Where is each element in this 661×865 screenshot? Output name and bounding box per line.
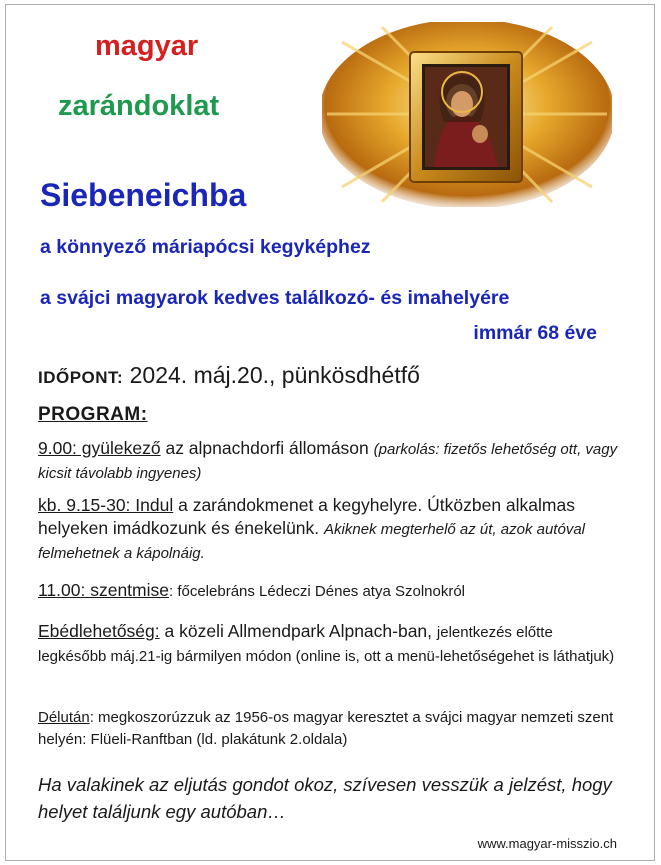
program-item-mass: [38, 579, 623, 603]
icon-shrine-photo: [322, 22, 612, 207]
title-magyar: magyar: [95, 30, 199, 62]
closing-note: Ha valakinek az eljutás gondot okoz, szívesen vesszük a jelzést, hogy helyet találjunk egy autóban…: [38, 774, 612, 822]
destination-heading: Siebeneichba: [40, 177, 247, 213]
subtitle-icon: a könnyező máriapócsi kegyképhez: [40, 236, 371, 258]
program-item-gathering: [38, 437, 623, 485]
website-link[interactable]: www.magyar-misszio.ch: [477, 836, 617, 851]
program-item-afternoon: [38, 707, 623, 751]
afternoon-text: : megkoszorúzzuk az 1956-os magyar keresztet a svájci magyar nemzeti szent helyén: Flüeli-Ranftban (ld. plakátunk 2.oldala): [38, 709, 614, 748]
date-line: [38, 362, 420, 389]
gathering-text: az alpnachdorfi állomáson: [160, 438, 374, 458]
title-pilgrimage: zarándoklat: [58, 90, 220, 122]
subtitle-meeting-place: a svájci magyarok kedves találkozó- és imahelyére: [40, 287, 510, 309]
procession-note: Akiknek megterhelő az út, azok autóval felmehetnek a kápolnáig.: [38, 521, 585, 562]
procession-time: kb. 9.15-30: Indul: [38, 495, 174, 515]
date-value: 2024. máj.20., pünkösdhétfő: [129, 362, 420, 388]
gathering-time: 9.00: gyülekező: [38, 438, 161, 458]
lunch-text: a közeli Allmendpark Alpnach-ban,: [159, 621, 437, 641]
lunch-label: Ebédlehetőség:: [38, 621, 160, 641]
subtitle-years: immár 68 éve: [473, 322, 597, 344]
date-label: IDŐPONT:: [38, 368, 124, 387]
program-heading: PROGRAM:: [38, 404, 148, 425]
procession-text: a zarándokmenet a kegyhelyre. Útközben alkalmas helyeken imádkozunk és énekelünk.: [38, 495, 575, 538]
mass-text: : főcelebráns Lédeczi Dénes atya Szolnokról: [169, 583, 466, 600]
mass-time: 11.00: szentmise: [38, 580, 169, 600]
program-item-lunch: [38, 620, 623, 668]
gathering-note: (parkolás: fizetős lehetőség ott, vagy kicsit távolabb ingyenes): [38, 441, 618, 482]
lunch-details: jelentkezés előtte legkésőbb máj.21-ig bármilyen módon (online is, ott a menü-lehetőségehet is láthatjuk): [38, 624, 615, 665]
afternoon-label: Délután: [38, 709, 90, 726]
program-item-procession: [38, 494, 623, 565]
